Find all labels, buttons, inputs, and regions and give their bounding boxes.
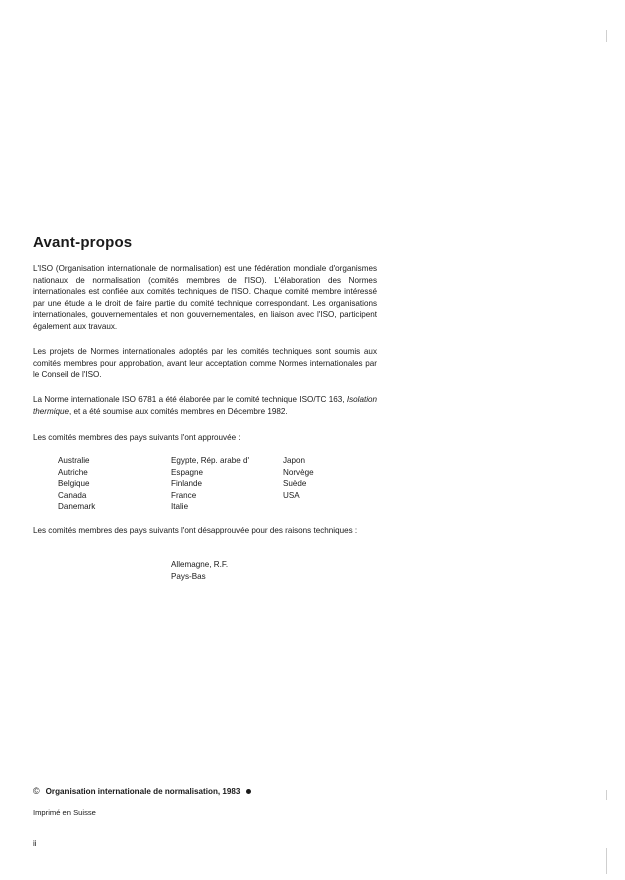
paragraph-standard-origin-part1: La Norme internationale ISO 6781 a été élaborée par le comité technique ISO/TC 163,	[33, 395, 347, 404]
scan-artifact	[606, 790, 607, 800]
committee-title: Isolation thermique	[33, 395, 377, 416]
paragraph-standard-origin	[33, 394, 377, 417]
bullet-icon	[246, 789, 251, 794]
country-item: France	[171, 490, 197, 500]
country-item: Canada	[58, 490, 87, 500]
page-title: Avant-propos	[33, 234, 133, 251]
paragraph-disapproved-intro: Les comités membres des pays suivants l'ont désapprouvée pour des raisons techniques :	[33, 526, 358, 535]
country-item: Pays-Bas	[171, 571, 206, 581]
country-item: Finlande	[171, 479, 203, 488]
copyright-line	[33, 786, 251, 796]
page-number: ii	[33, 839, 37, 848]
country-item: USA	[283, 490, 300, 500]
approved-countries-col1	[58, 455, 95, 513]
country-item: Suède	[283, 479, 307, 488]
disapproved-countries	[171, 559, 228, 582]
scan-artifact	[606, 30, 607, 42]
country-item: Norvège	[283, 467, 314, 477]
country-item: Australie	[58, 456, 90, 465]
paragraph-approved-intro: Les comités membres des pays suivants l'ont approuvée :	[33, 433, 241, 442]
country-item: Allemagne, R.F.	[171, 560, 229, 569]
paragraph-drafts: Les projets de Normes internationales adoptés par les comités techniques sont soumis aux comités membres pour approbation, avant leur acceptation comme Normes internationales par le Conseil de l'ISO.	[33, 347, 377, 380]
approved-countries-col3	[283, 455, 314, 501]
country-item: Autriche	[58, 467, 88, 477]
country-item: Japon	[283, 456, 306, 465]
copyright-symbol: ©	[33, 786, 40, 796]
paragraph-standard-origin-part2: , et a été soumise aux comités membres en Décembre 1982.	[69, 406, 288, 416]
paragraph-iso-intro: L'ISO (Organisation internationale de normalisation) est une fédération mondiale d'organismes nationaux de normalisation (comités membres de l'ISO). L'élaboration des Normes internationales est confiée aux comités techniques de l'ISO. Chaque comité membre intéressé par une étude a le droit de faire partie du comité technique correspondant. Les organisations internationales, gouvernementales et non gouvernementales, en liaison avec l'ISO, participent également aux travaux.	[33, 264, 377, 331]
approved-countries-col2	[171, 455, 249, 513]
copyright-text: Organisation internationale de normalisation, 1983	[45, 787, 241, 796]
scan-artifact	[606, 848, 607, 874]
country-item: Italie	[171, 502, 189, 511]
country-item: Espagne	[171, 467, 203, 477]
country-item: Egypte, Rép. arabe d'	[171, 456, 250, 465]
country-item: Danemark	[58, 502, 96, 511]
country-item: Belgique	[58, 479, 90, 488]
printed-in: Imprimé en Suisse	[33, 808, 96, 817]
